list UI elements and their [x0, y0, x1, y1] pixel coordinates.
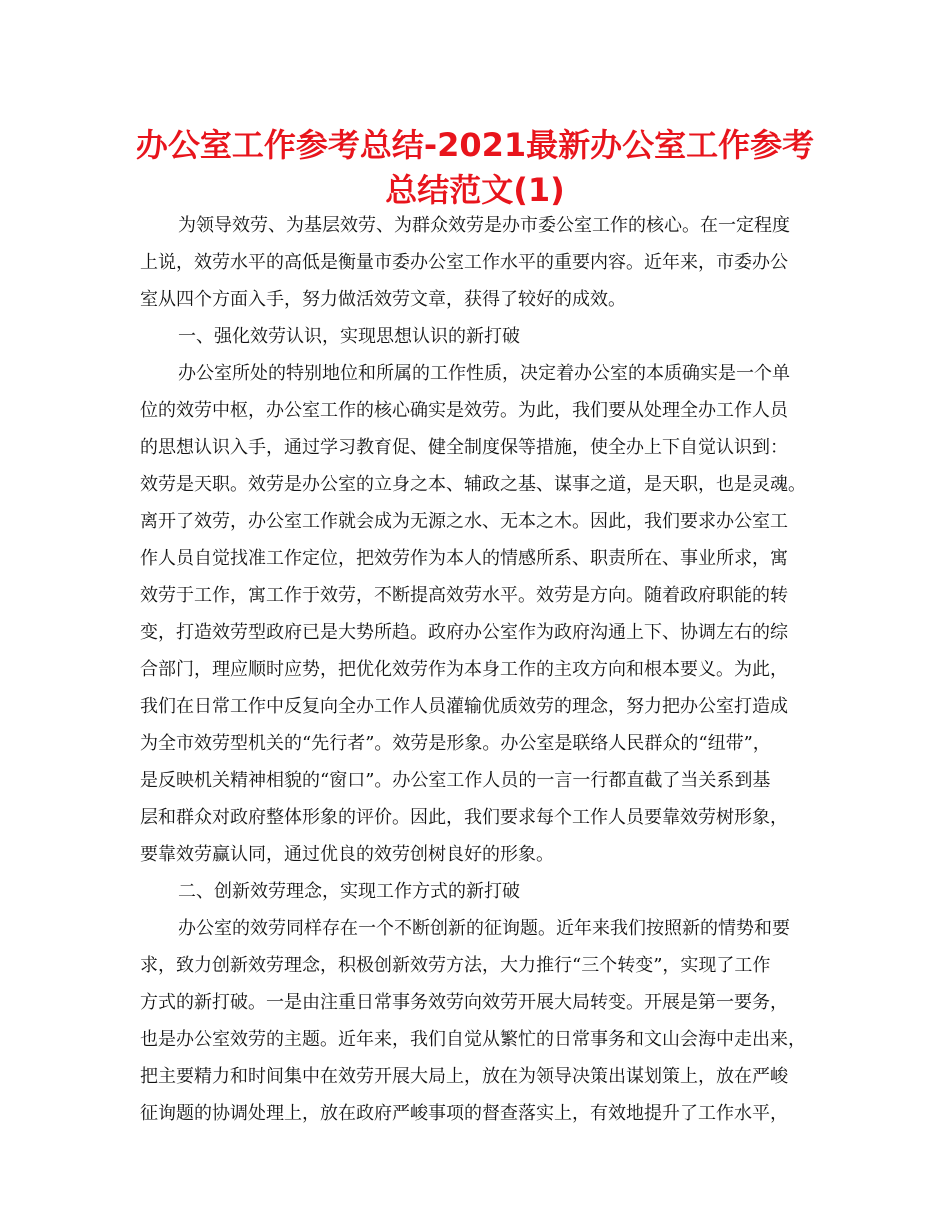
paragraph-line: 是反映机关精神相貌的“窗口”。办公室工作人员的一言一行都直截了当关系到基 — [140, 770, 771, 791]
document-title-line-1: 办公室工作参考总结-2021最新办公室工作参考 — [135, 126, 815, 164]
paragraph-line: 为全市效劳型机关的“先行者”。效劳是形象。办公室是联络人民群众的“纽带”， — [140, 733, 771, 754]
document-title-line-2: 总结范文(1) — [385, 171, 565, 209]
paragraph-line: 层和群众对政府整体形象的评价。因此，我们要求每个工作人员要靠效劳树形象， — [140, 807, 788, 828]
paragraph-line: 为领导效劳、为基层效劳、为群众效劳是办市委公室工作的核心。在一定程度 — [178, 215, 790, 236]
paragraph-line: 征询题的协调处理上，放在政府严峻事项的督查落实上，有效地提升了工作水平， — [140, 1103, 788, 1124]
paragraph-line: 效劳是天职。效劳是办公室的立身之本、辅政之基、谋事之道，是天职，也是灵魂。 — [140, 474, 806, 495]
paragraph-line: 也是办公室效劳的主题。近年来，我们自觉从繁忙的日常事务和文山会海中走出来， — [140, 1029, 806, 1050]
paragraph-line: 方式的新打破。一是由注重日常事务效劳向效劳开展大局转变。开展是第一要务， — [140, 992, 788, 1013]
paragraph-line: 室从四个方面入手，努力做活效劳文章，获得了较好的成效。 — [140, 289, 626, 310]
section-heading: 一、强化效劳认识，实现思想认识的新打破 — [178, 326, 520, 347]
paragraph-line: 合部门，理应顺时应势，把优化效劳作为本身工作的主攻方向和根本要义。为此， — [140, 659, 788, 680]
paragraph-line: 上说，效劳水平的高低是衡量市委办公室工作水平的重要内容。近年来，市委办公 — [140, 252, 788, 273]
paragraph-line: 的思想认识入手，通过学习教育促、健全制度保等措施，使全办上下自觉认识到： — [140, 437, 788, 458]
paragraph-line: 位的效劳中枢，办公室工作的核心确实是效劳。为此，我们要从处理全办工作人员 — [140, 400, 788, 421]
paragraph-line: 求，致力创新效劳理念，积极创新效劳方法，大力推行“三个转变”，实现了工作 — [140, 955, 771, 976]
paragraph-line: 办公室所处的特别地位和所属的工作性质，决定着办公室的本质确实是一个单 — [178, 363, 790, 384]
paragraph-line: 办公室的效劳同样存在一个不断创新的征询题。近年来我们按照新的情势和要 — [178, 918, 790, 939]
paragraph-line: 作人员自觉找准工作定位，把效劳作为本人的情感所系、职责所在、事业所求，寓 — [140, 548, 788, 569]
section-heading: 二、创新效劳理念，实现工作方式的新打破 — [178, 881, 520, 902]
paragraph-line: 把主要精力和时间集中在效劳开展大局上，放在为领导决策出谋划策上，放在严峻 — [140, 1066, 788, 1087]
paragraph-line: 要靠效劳赢认同，通过优良的效劳创树良好的形象。 — [140, 844, 554, 865]
paragraph-line: 效劳于工作，寓工作于效劳，不断提高效劳水平。效劳是方向。随着政府职能的转 — [140, 585, 788, 606]
paragraph-line: 离开了效劳，办公室工作就会成为无源之水、无本之木。因此，我们要求办公室工 — [140, 511, 788, 532]
paragraph-line: 我们在日常工作中反复向全办工作人员灌输优质效劳的理念，努力把办公室打造成 — [140, 696, 788, 717]
paragraph-line: 变，打造效劳型政府已是大势所趋。政府办公室作为政府沟通上下、协调左右的综 — [140, 622, 788, 643]
